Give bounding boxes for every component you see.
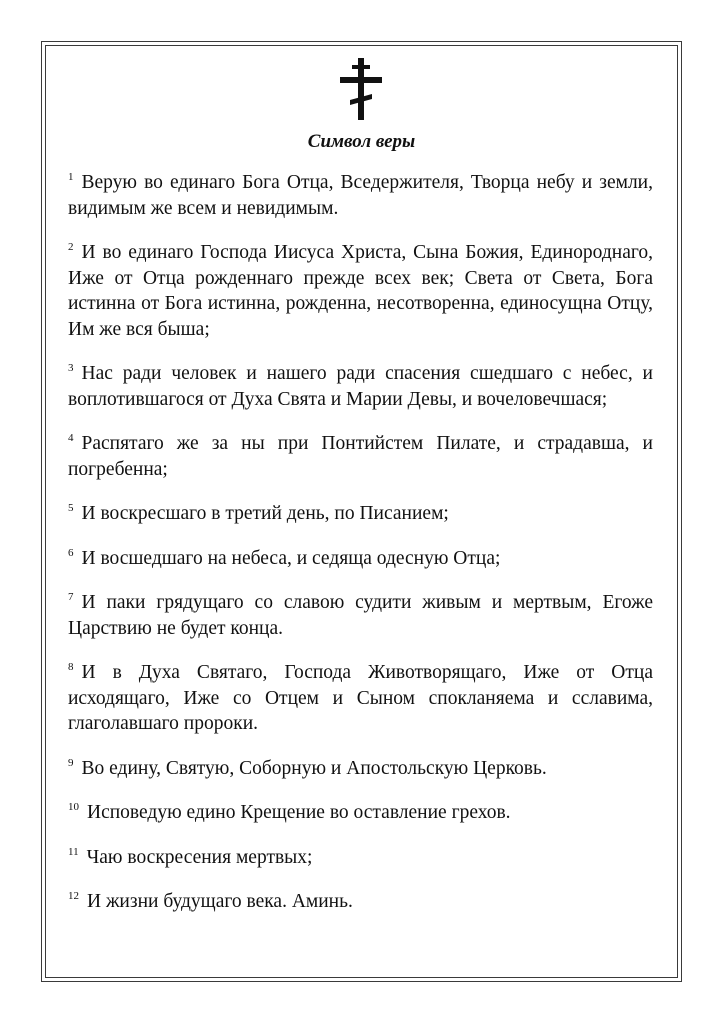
verse-number: 2 bbox=[68, 241, 74, 253]
verse bbox=[68, 361, 653, 412]
verse bbox=[68, 660, 653, 737]
verse bbox=[68, 546, 653, 572]
verse bbox=[68, 431, 653, 482]
verse-text: Исповедую едино Крещение во оставление грехов. bbox=[87, 802, 511, 823]
verse-text: Нас ради человек и нашего ради спасения сшедшаго с небес, и воплотившагося от Духа Свята и Марии Девы, и вочеловечшася; bbox=[68, 363, 653, 410]
creed-verses bbox=[68, 170, 653, 934]
verse-number: 8 bbox=[68, 661, 74, 673]
verse bbox=[68, 590, 653, 641]
verse-text: И жизни будущаго века. Аминь. bbox=[87, 891, 353, 912]
verse-number: 4 bbox=[68, 432, 74, 444]
verse-text: И паки грядущаго со славою судити живым и мертвым, Егоже Царствию не будет конца. bbox=[68, 592, 653, 639]
verse-text: Распятаго же за ны при Понтийстем Пилате, и страдавша, и погребенна; bbox=[68, 433, 653, 480]
verse bbox=[68, 800, 653, 826]
verse-number: 3 bbox=[68, 362, 74, 374]
verse-text: Чаю воскресения мертвых; bbox=[86, 846, 313, 868]
verse-text: И восшедшаго на небеса, и седяща одесную Отца; bbox=[81, 547, 501, 569]
page-title: Символ веры bbox=[307, 131, 416, 152]
verse bbox=[68, 756, 653, 782]
verse bbox=[68, 501, 653, 527]
verse-number: 12 bbox=[68, 890, 79, 902]
verse-text: И воскресшаго в третий день, по Писанием; bbox=[81, 503, 449, 524]
verse bbox=[68, 240, 653, 342]
verse bbox=[68, 889, 653, 915]
verse-text: И в Духа Святаго, Господа Животворящаго, Иже от Отца исходящаго, Иже со Отцем и Сыном спокланяема и сславима, глаголавшаго пророки. bbox=[68, 662, 653, 734]
verse-number: 1 bbox=[68, 171, 74, 183]
orthodox-cross-icon bbox=[337, 58, 385, 120]
verse-number: 5 bbox=[68, 502, 74, 514]
verse-text: Верую во единаго Бога Отца, Вседержителя, Творца небу и земли, видимым же всем и невидимым. bbox=[68, 172, 653, 219]
verse-number: 10 bbox=[68, 801, 79, 813]
verse-number: 11 bbox=[68, 845, 79, 858]
verse bbox=[68, 170, 653, 221]
verse-number: 6 bbox=[68, 546, 74, 559]
verse-number: 7 bbox=[68, 591, 74, 603]
verse-number: 9 bbox=[68, 756, 74, 769]
verse-text: И во единаго Господа Иисуса Христа, Сына Божия, Единороднаго, Иже от Отца рожденнаго прежде всех век; Света от Света, Бога истинна от Бога истинна, рожденна, несотворенна, единосущна Отцу, Им же вся быша; bbox=[68, 242, 653, 340]
verse-text: Во едину, Святую, Соборную и Апостольскую Церковь. bbox=[81, 757, 547, 779]
verse bbox=[68, 845, 653, 871]
